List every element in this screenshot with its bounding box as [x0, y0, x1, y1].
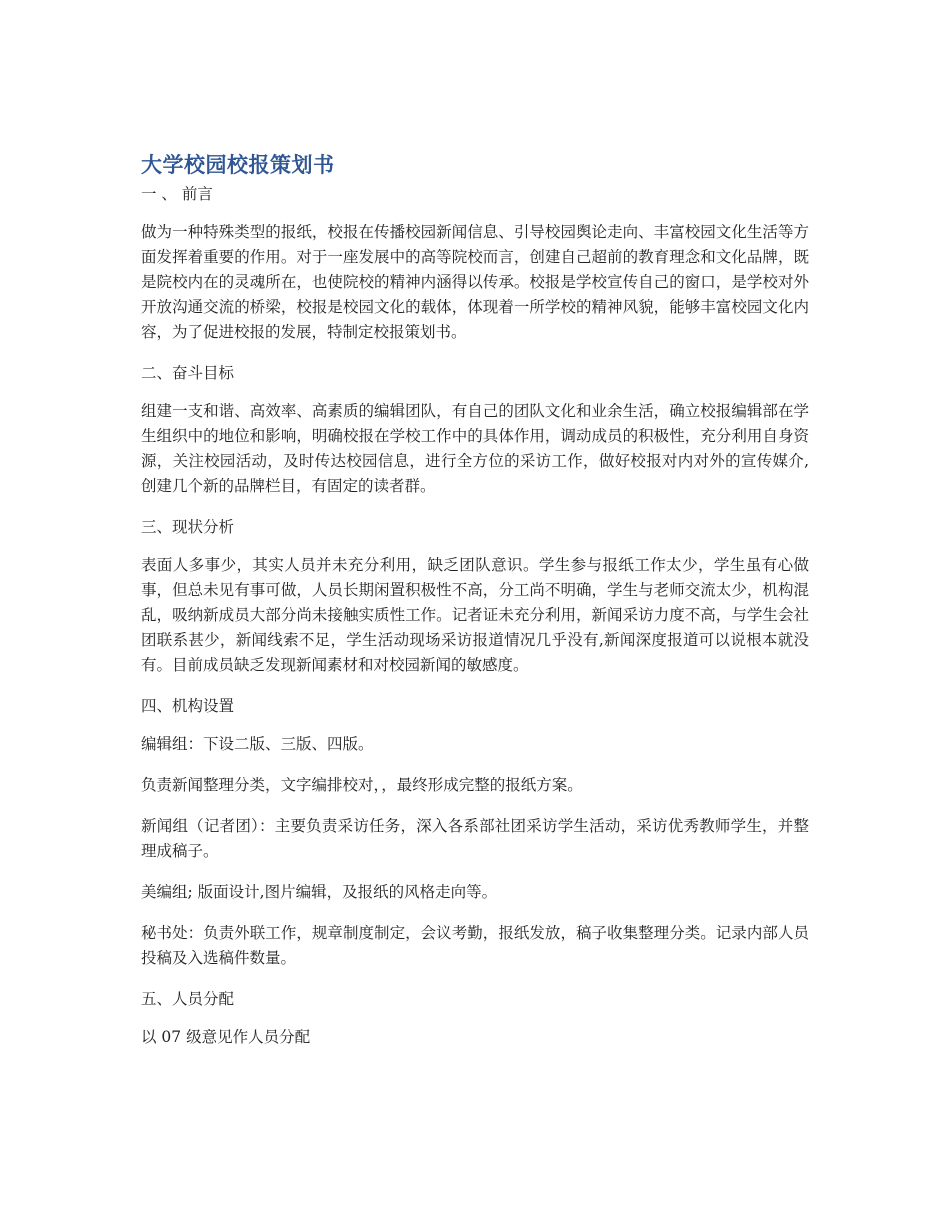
section-organization	[141, 694, 809, 971]
section-heading: 一 、 前言	[141, 185, 213, 203]
section-paragraph: 组建一支和谐、高效率、高素质的编辑团队，有自己的团队文化和业余生活，确立校报编辑部在学生组织中的地位和影响，明确校报在学校工作中的具体作用，调动成员的积极性，充分利用自身资源，关注校园活动，及时传达校园信息，进行全方位的采访工作，做好校报对内对外的宣传媒介,创建几个新的品牌栏目，有固定的读者群。	[141, 402, 809, 495]
section-paragraph: 美编组; 版面设计,图片编辑，及报纸的风格走向等。	[141, 883, 498, 901]
section-paragraph: 秘书处：负责外联工作，规章制度制定，会议考勤，报纸发放，稿子收集整理分类。记录内部人员投稿及入选稿件数量。	[141, 924, 809, 967]
section-paragraph: 做为一种特殊类型的报纸，校报在传播校园新闻信息、引导校园舆论走向、丰富校园文化生活等方面发挥着重要的作用。对于一座发展中的高等院校而言，创建自己超前的教育理念和文化品牌，既是院校内在的灵魂所在，也使院校的精神内涵得以传承。校报是学校宣传自己的窗口，是学校对外开放沟通交流的桥梁，校报是校园文化的载体，体现着一所学校的精神风貌，能够丰富校园文化内容，为了促进校报的发展，特制定校报策划书。	[141, 223, 809, 341]
section-staffing	[141, 987, 809, 1050]
document-page	[141, 150, 809, 1066]
section-heading: 二、奋斗目标	[141, 364, 235, 382]
section-heading: 三、现状分析	[141, 518, 235, 536]
section-paragraph: 负责新闻整理分类，文字编排校对，，最终形成完整的报纸方案。	[141, 776, 583, 794]
section-goals	[141, 361, 809, 499]
section-status-analysis	[141, 515, 809, 678]
section-paragraph: 表面人多事少，其实人员并未充分利用，缺乏团队意识。学生参与报纸工作太少，学生虽有心做事，但总未见有事可做，人员长期闲置积极性不高，分工尚不明确，学生与老师交流太少，机构混乱，吸纳新成员大部分尚未接触实质性工作。记者证未充分利用，新闻采访力度不高，与学生会社团联系甚少，新闻线索不足，学生活动现场采访报道情况几乎没有,新闻深度报道可以说根本就没有。目前成员缺乏发现新闻素材和对校园新闻的敏感度。	[141, 556, 809, 674]
section-heading: 五、人员分配	[141, 990, 235, 1008]
section-paragraph: 新闻组（记者团）：主要负责采访任务，深入各系部社团采访学生活动，采访优秀教师学生，并整理成稿子。	[141, 817, 809, 860]
section-paragraph: 编辑组：下设二版、三版、四版。	[141, 735, 374, 753]
section-heading: 四、机构设置	[141, 697, 235, 715]
section-preface	[141, 182, 809, 345]
document-title: 大学校园校报策划书	[141, 153, 335, 177]
section-paragraph: 以 07 级意见作人员分配	[141, 1028, 311, 1046]
